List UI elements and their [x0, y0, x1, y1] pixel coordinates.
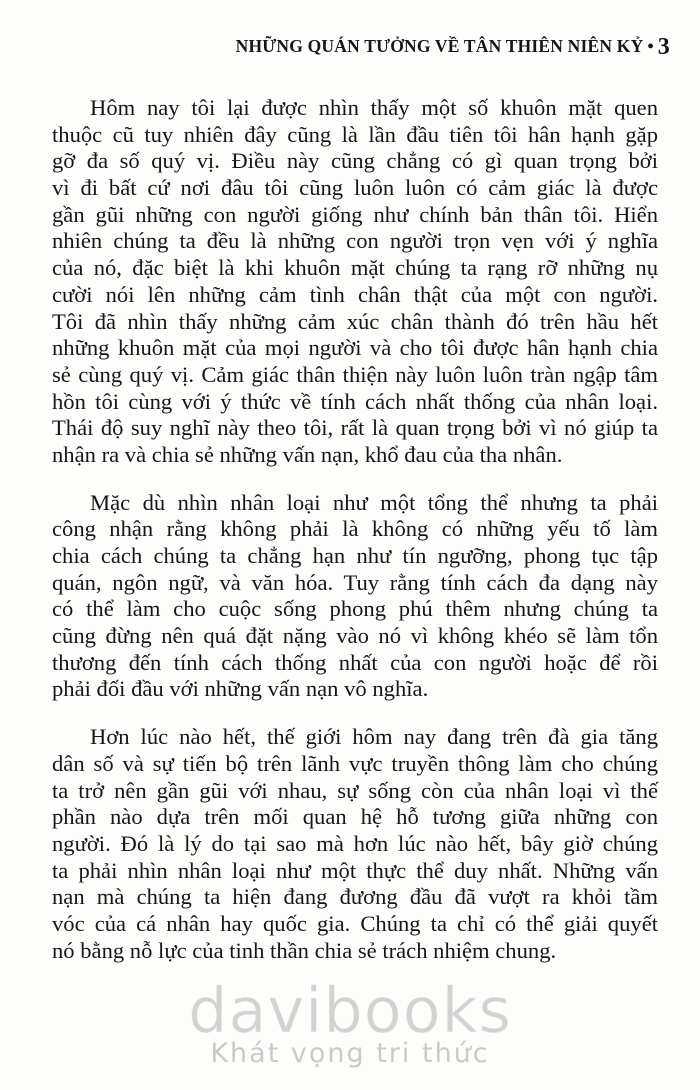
- text-line: thương đến tính cách thống nhất của con người hoặc để rồi: [52, 649, 658, 675]
- text-line: Tôi đã nhìn thấy những cảm xúc chân thành đó trên hầu hết: [52, 308, 658, 334]
- paragraph: [52, 490, 658, 704]
- body-text: [52, 95, 658, 985]
- text-line: nhận ra và chia sẻ những vấn nạn, khổ đau của tha nhân.: [52, 441, 563, 467]
- text-line: thuộc cũ tuy nhiên đây cũng là lần đầu tiên tôi hân hạnh gặp: [52, 121, 658, 147]
- text-line: vì đi bất cứ nơi đâu tôi cũng luôn luôn có cảm giác là được: [52, 175, 658, 201]
- text-line: dân số và sự tiến bộ trên lãnh vực truyền thông làm cho chúng: [52, 750, 658, 776]
- text-line: người. Đó là lý do tại sao mà hơn lúc nào hết, bây giờ chúng: [52, 830, 658, 856]
- paragraph: [52, 724, 658, 964]
- text-line: gỡ đa số quý vị. Điều này cũng chẳng có gì quan trọng bởi: [52, 148, 658, 174]
- text-line: nó bằng nỗ lực của tinh thần chia sẻ trách nhiệm chung.: [52, 937, 557, 963]
- text-line: chia cách chúng ta chẳng hạn như tín ngưỡng, phong tục tập: [52, 543, 658, 568]
- text-line: cười nói lên những cảm tình chân thật của một con người.: [52, 281, 658, 307]
- text-line: nạn mà chúng ta hiện đang đương đầu đã vượt ra khỏi tầm: [52, 884, 658, 910]
- text-line: công nhận rằng không phải là không có những yếu tố làm: [52, 516, 658, 542]
- running-head: [120, 34, 670, 61]
- text-line: gần gũi những con người giống như chính bản thân tôi. Hiển: [52, 201, 658, 227]
- text-line: sẻ cùng quý vị. Cảm giác thân thiện này luôn luôn tràn ngập tâm: [52, 361, 658, 387]
- running-head-title: NHỮNG QUÁN TƯỞNG VỀ TÂN THIÊN NIÊN KỶ: [235, 36, 644, 56]
- text-line: Hơn lúc nào hết, thế giới hôm nay đang trên đà gia tăng: [90, 724, 658, 750]
- text-line: có thể làm cho cuộc sống phong phú thêm nhưng chúng ta: [52, 596, 658, 622]
- text-line: Hôm nay tôi lại được nhìn thấy một số khuôn mặt quen: [90, 95, 658, 120]
- text-line: của nó, đặc biệt là khi khuôn mặt chúng ta rạng rỡ những nụ: [52, 255, 658, 281]
- text-line: cũng đừng nên quá đặt nặng vào nó vì không khéo sẽ làm tổn: [52, 623, 658, 649]
- text-line: nhiên chúng ta đều là những con người trọn vẹn với ý nghĩa: [52, 228, 658, 254]
- text-line: hồn tôi cùng với ý thức về tính cách nhất thống của nhân loại.: [52, 388, 658, 414]
- text-line: ta phải nhìn nhân loại như một thực thể duy nhất. Những vấn: [52, 857, 658, 883]
- text-line: những khuôn mặt của mọi người và cho tôi được hân hạnh chia: [52, 335, 658, 361]
- watermark-brand: davibooks: [188, 974, 512, 1047]
- text-line: quán, ngôn ngữ, và văn hóa. Tuy rằng tính cách đa dạng này: [52, 569, 658, 595]
- text-line: phải đối đầu với những vấn nạn vô nghĩa.: [52, 676, 429, 702]
- text-line: ta trở nên gần gũi với nhau, sự sống còn của nhân loại vì thế: [52, 777, 658, 803]
- paragraph: [52, 95, 658, 469]
- page-number: 3: [657, 34, 670, 60]
- watermark-tagline: Khát vọng tri thức: [210, 1038, 490, 1069]
- text-line: vóc của cá nhân hay quốc gia. Chúng ta chỉ có thể giải quyết: [52, 910, 658, 936]
- text-line: Thái độ suy nghĩ này theo tôi, rất là quan trọng bởi vì nó giúp ta: [52, 415, 658, 441]
- text-line: Mặc dù nhìn nhân loại như một tổng thể nhưng ta phải: [90, 489, 658, 515]
- running-head-separator: •: [647, 36, 654, 56]
- text-line: phần nào dựa trên mối quan hệ hỗ tương giữa những con: [52, 804, 658, 830]
